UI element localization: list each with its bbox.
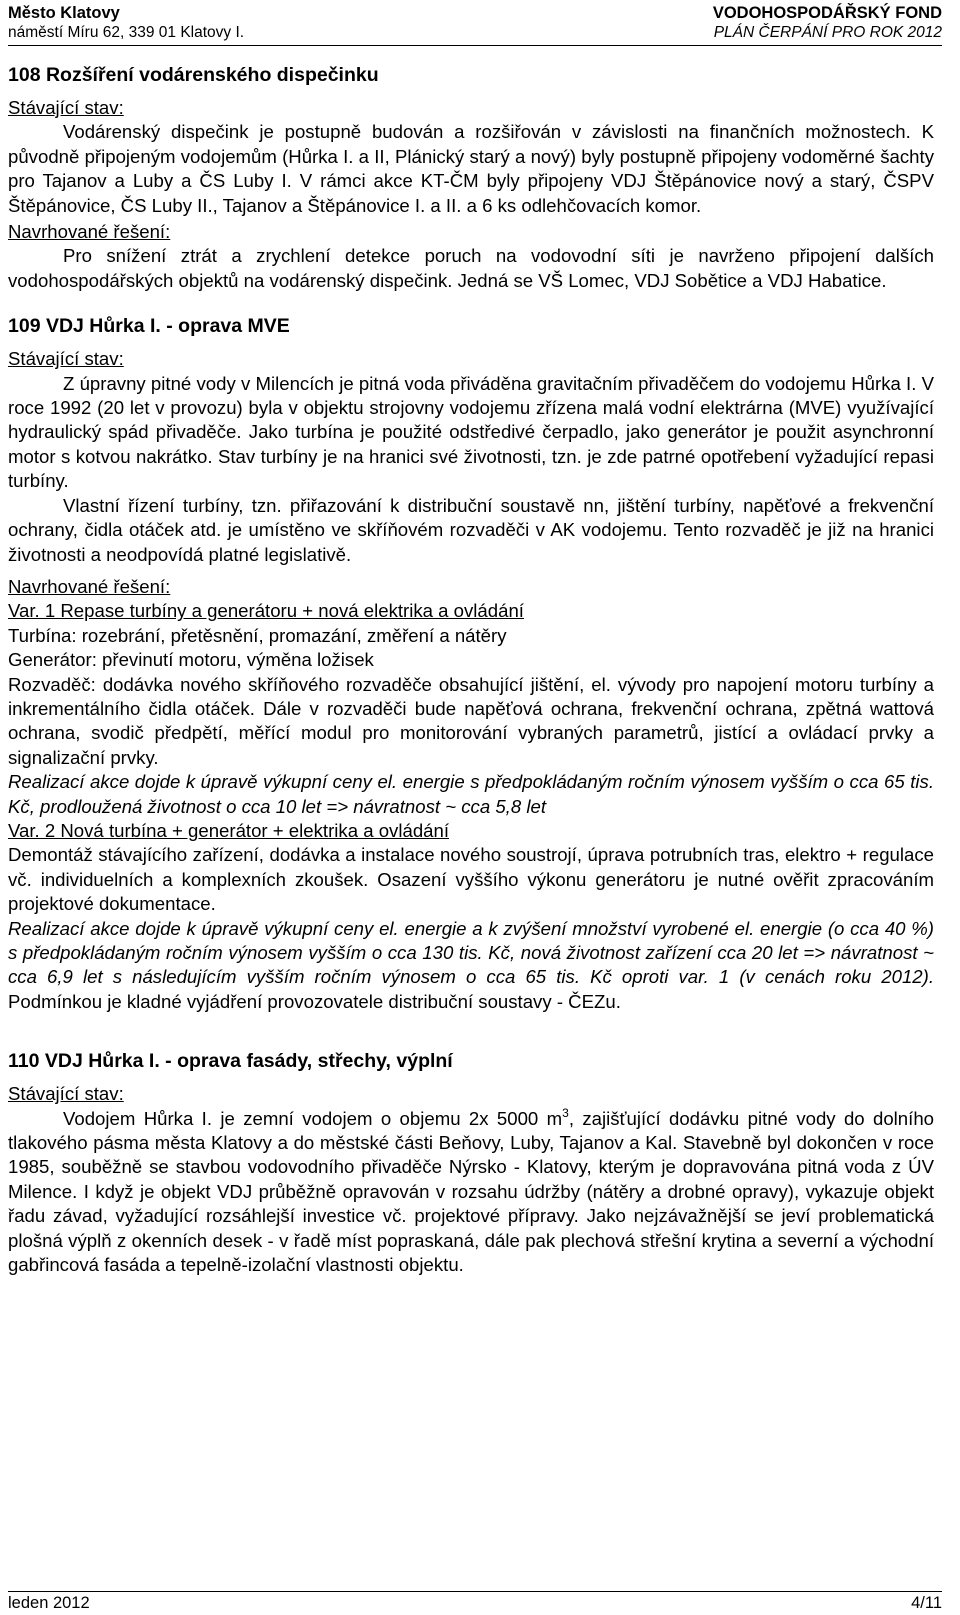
section-108-current-text: Vodárenský dispečink je postupně budován a rozšiřován v závislosti na finančních možnostech. K původně připojeným vodojemům (Hůrka I. a II, Plánický starý a nový) byly postupně připojeny vodoměrné šachty pro Tajanov a Luby a ČS Luby I. V rámci akce KT-ČM byly připojeny VDJ Štěpánovice nový a starý, ČSPV Štěpánovice, ČS Luby II., Tajanov a Štěpánovice I. a II. a 6 ks odlehčovacích komor. <box>8 121 934 216</box>
section-109-proposal-label: Navrhované řešení: <box>8 575 171 597</box>
variant-2-outcome <box>8 917 934 1015</box>
page-footer <box>8 1591 942 1612</box>
section-109-current-label: Stávající stav: <box>8 348 124 370</box>
section-110-current-text <box>8 1107 934 1278</box>
header-divider <box>8 45 942 46</box>
section-110-title: 110 VDJ Hůrka I. - oprava fasády, střechy, výplní <box>8 1050 453 1073</box>
section-109-current-text: Z úpravny pitné vody v Milencích je pitná voda přiváděna gravitačním přivaděčem do vodojemu Hůrka I. V roce 1992 (20 let v provozu) byla v objektu strojovny vodojemu zřízena malá vodní elektrárna (MVE) využívající hydraulický spád přivaděče. Jako turbína je použité odstředivé čerpadlo, jako generátor je použit asynchronní motor s kotvou nakrátko. Stav turbíny je na hranici své životnosti, tzn. je zde patrné opotřebení vyžadující repasi turbíny. <box>8 372 934 492</box>
cubic-superscript: 3 <box>562 1105 569 1120</box>
footer-date: leden 2012 <box>8 1594 90 1612</box>
variant-2-title: Var. 2 Nová turbína + generátor + elektrika a ovládání <box>8 819 450 841</box>
variant-1-outcome: Realizací akce dojde k úpravě výkupní ceny el. energie s předpokládaným ročním výnosem vyšším o cca 65 tis. Kč, prodloužená životnost o cca 10 let => návratnost ~ cca 5,8 let <box>8 771 934 817</box>
page-header <box>8 4 942 44</box>
variant-2-text: Demontáž stávajícího zařízení, dodávka a instalace nového soustrojí, úprava potrubních tras, elektro + regulace vč. individuelních a komplexních zkoušek. Osazení vyššího výkonu generátoru je nutné ověřit zpracováním projektové dokumentace. <box>8 844 934 915</box>
variant-1-switchboard: Rozvaděč: dodávka nového skříňového rozvaděče obsahující jištění, el. vývody pro napojení motoru turbíny a inkrementálního čidla otáček. Dále v rozvaděči bude napěťová ochrana, frekvenční ochrana, zpětná wattová ochrana, svodič předpětí, měřící modul pro monitorování vybraných parametrů, jistící a ovládací prvky a signalizační prvky. <box>8 673 934 768</box>
variant-2-outcome-italic: Realizací akce dojde k úpravě výkupní ceny el. energie a k zvýšení množství vyrobené el. energie (o cca 40 %) s předpokládaným ročním výnosem vyšším o cca 130 tis. Kč, nová životnost zařízení cca 20 let => návratnost ~ cca 6,9 let s následujícím vyšším ročním výnosem o cca 65 tis. Kč oproti var. 1 (v cenách roku 2012). <box>8 917 934 988</box>
section-108-proposal-text: Pro snížení ztrát a zrychlení detekce poruch na vodovodní síti je navrženo připojení dalších vodohospodářských objektů na vodárenský dispečink. Jedná se VŠ Lomec, VDJ Sobětice a VDJ Habatice. <box>8 245 934 291</box>
variant-1-generator: Generátor: převinutí motoru, výměna ložisek <box>8 649 374 671</box>
footer-divider <box>8 1591 942 1592</box>
section-108-title: 108 Rozšíření vodárenského dispečinku <box>8 64 379 86</box>
section-108-current-label: Stávající stav: <box>8 97 124 118</box>
header-city: Město Klatovy <box>8 4 120 22</box>
footer-page-number: 4/11 <box>911 1594 942 1612</box>
section-110-text-b: , zajišťující dodávku pitné vody do dolního tlakového pásma města Klatovy a do městské části Beňovy, Luby, Tajanov a Kal. Stavebně byl dokončen v roce 1985, souběžně se stavbou vodovodního přivaděče Nýrsko - Klatovy, kterým je dopravována pitná voda z ÚV Milence. I když je objekt VDJ průběžně opravován v rozsahu údržby (nátěry a drobné opravy), vykazuje objekt řadu závad, vyžadující rozsáhlejší investice vč. projektové přípravy. Jako nejzávažnější se jeví problematická plošná výplň z okenních desek - v řadě míst popraskaná, dále pak plechová střešní krytina a severní a východní gabřincová fasáda a tepelně-izolační vlastnosti objektu. <box>8 1107 934 1276</box>
header-right <box>713 4 942 42</box>
header-address: náměstí Míru 62, 339 01 Klatovy I. <box>8 24 245 41</box>
section-109-title: 109 VDJ Hůrka I. - oprava MVE <box>8 315 290 338</box>
header-fund: VODOHOSPODÁŘSKÝ FOND <box>712 4 942 22</box>
variant-1-title: Var. 1 Repase turbíny a generátoru + nová elektrika a ovládání <box>8 600 524 622</box>
section-110-current-label: Stávající stav: <box>8 1083 124 1105</box>
section-110-text-a: Vodojem Hůrka I. je zemní vodojem o objemu 2x 5000 m <box>63 1107 563 1129</box>
document-body <box>8 62 934 1277</box>
section-109-current-text-2: Vlastní řízení turbíny, tzn. přiřazování k distribuční soustavě nn, jištění turbíny, napěťové a frekvenční ochrany, čidla otáček atd. je umístěno ve skříňovém rozvaděči v AK vodojemu. Tento rozvaděč je již na hranici životnosti a neodpovídá platné legislativě. <box>8 494 934 565</box>
header-left <box>8 4 244 42</box>
variant-1-turbine: Turbína: rozebrání, přetěsnění, promazání, změření a nátěry <box>8 624 507 646</box>
header-plan: PLÁN ČERPÁNÍ PRO ROK 2012 <box>713 24 942 41</box>
section-108-proposal-label: Navrhované řešení: <box>8 221 171 243</box>
variant-2-condition: Podmínkou je kladné vyjádření provozovatele distribuční soustavy - ČEZu. <box>8 990 621 1012</box>
